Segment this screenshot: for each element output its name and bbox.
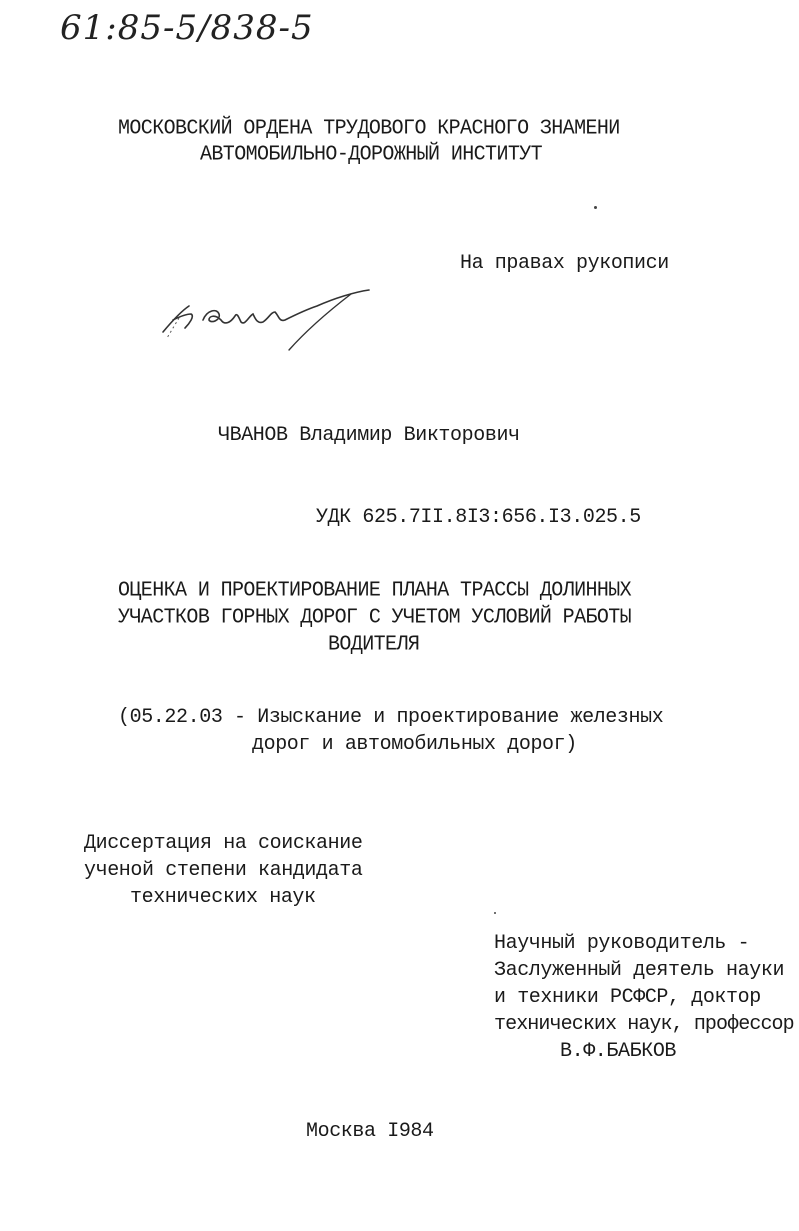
signature-icon bbox=[155, 280, 385, 360]
handwritten-archive-number: 61:85-5/838-5 bbox=[60, 8, 314, 48]
udk-code: УДК 625.7II.8I3:656.I3.025.5 bbox=[316, 506, 641, 529]
speck bbox=[594, 206, 597, 209]
supervisor-line-3: и техники РСФСР, доктор bbox=[494, 986, 761, 1009]
manuscript-note: На правах рукописи bbox=[460, 252, 669, 275]
title-line-3: ВОДИТЕЛЯ bbox=[328, 632, 420, 657]
institution-line-2: АВТОМОБИЛЬНО-ДОРОЖНЫЙ ИНСТИТУТ bbox=[200, 142, 543, 167]
title-line-2: УЧАСТКОВ ГОРНЫХ ДОРОГ С УЧЕТОМ УСЛОВИЙ РАБОТЫ bbox=[118, 605, 632, 630]
supervisor-line-2: Заслуженный деятель науки bbox=[494, 959, 785, 982]
place-year: Москва I984 bbox=[306, 1120, 434, 1143]
institution-line-1: МОСКОВСКИЙ ОРДЕНА ТРУДОВОГО КРАСНОГО ЗНАМЕНИ bbox=[118, 116, 620, 141]
supervisor-line-4: технических наук, профессор bbox=[494, 1013, 794, 1036]
speck bbox=[494, 912, 496, 914]
dissertation-line-1: Диссертация на соискание bbox=[84, 832, 363, 855]
title-line-1: ОЦЕНКА И ПРОЕКТИРОВАНИЕ ПЛАНА ТРАССЫ ДОЛИННЫХ bbox=[118, 578, 632, 603]
supervisor-name: В.Ф.БАБКОВ bbox=[560, 1040, 677, 1063]
supervisor-line-1: Научный руководитель - bbox=[494, 932, 750, 955]
dissertation-line-3: технических наук bbox=[130, 886, 316, 909]
author-name: ЧВАНОВ Владимир Викторович bbox=[218, 424, 520, 447]
dissertation-line-2: ученой степени кандидата bbox=[84, 859, 363, 882]
specialty-line-1: (05.22.03 - Изыскание и проектирование железных bbox=[118, 706, 664, 729]
specialty-line-2: дорог и автомобильных дорог) bbox=[252, 733, 577, 756]
